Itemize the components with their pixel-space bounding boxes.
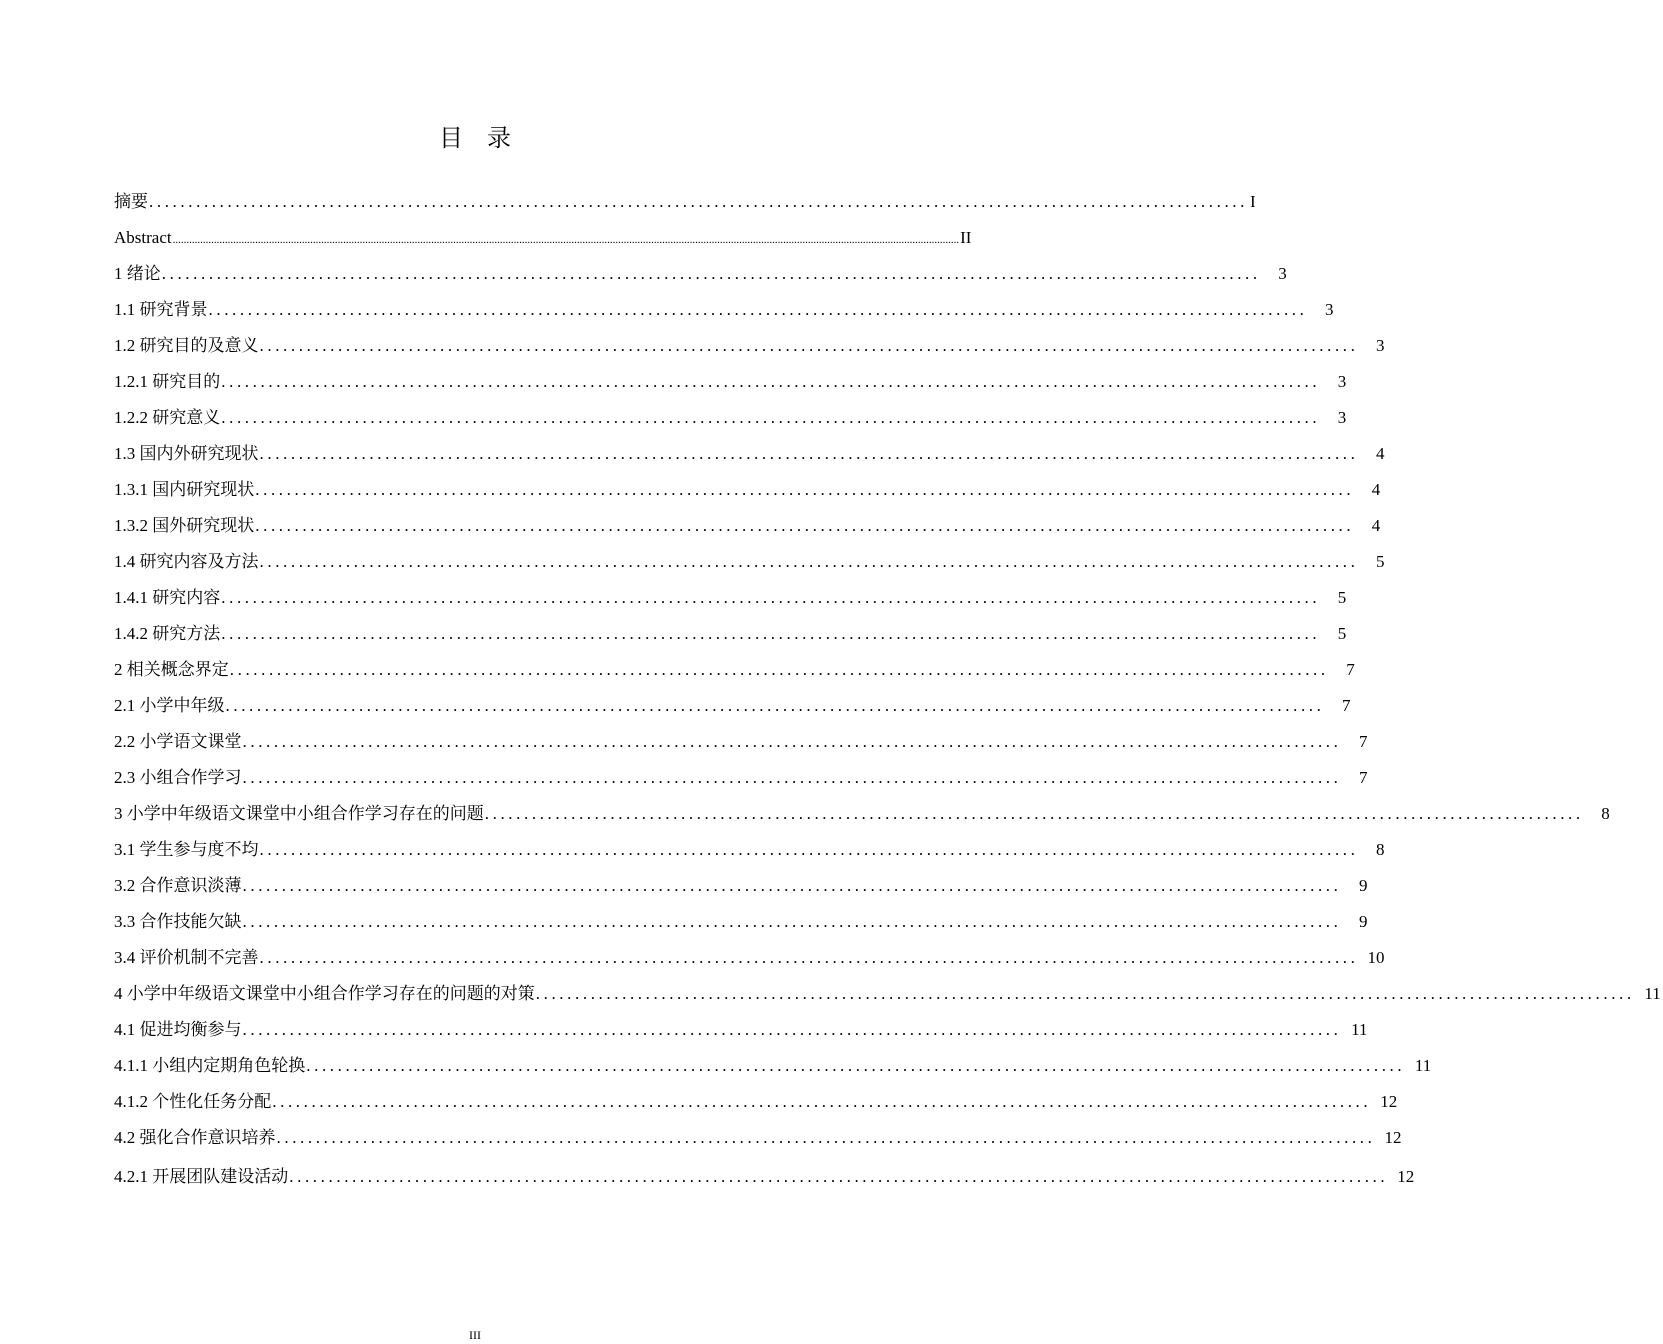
toc-entry-label: 3.4 评价机制不完善 [114,948,259,967]
toc-dot-leader: ............................................................................................................................................ [242,876,1342,895]
toc-entry-label: 1 绪论 [114,264,161,283]
toc-entry-1-3-1[interactable] [114,472,1381,508]
toc-entry-page: 12 [1384,1128,1402,1147]
toc-dot-leader: ............................................................................................................................................ [208,300,1308,319]
toc-entry-1-2-2[interactable] [114,400,1347,436]
toc-entry-label: 1.2 研究目的及意义 [114,336,259,355]
toc-entry-page: 4 [1371,480,1381,499]
toc-entry-1-3[interactable] [114,436,1385,472]
toc-entry-label: 4.2 强化合作意识培养 [114,1128,276,1147]
toc-dot-leader: ............................................................................................................................................ [149,192,1248,211]
toc-dot-leader: ............................................................................................................................................ [259,948,1359,967]
toc-dot-leader: ............................................................................................................................................ [242,732,1342,751]
toc-dot-leader: ............................................................................................................................................ [259,336,1359,355]
page-title: 目 录 [439,124,511,152]
toc-entry-page: 11 [1414,1056,1432,1075]
toc-entry-3[interactable] [114,796,1610,832]
toc-entry-abstract-cn[interactable] [114,184,1256,220]
toc-entry-page: 9 [1359,912,1368,931]
toc-dot-leader: ............................................................................................................................................ [242,912,1342,931]
toc-entry-page: 7 [1342,696,1351,715]
toc-entry-page: I [1250,192,1256,211]
toc-entry-page: 7 [1359,732,1368,751]
toc-dot-leader: ............................................................................................................................................ [255,516,1355,535]
toc-entry-page: 7 [1359,768,1368,787]
toc-entry-label: Abstract [114,228,172,247]
toc-entry-4-2-1[interactable] [114,1159,1415,1195]
toc-dot-leader: ............................................................................................................................................ [225,696,1325,715]
toc-entry-label: 1.3.1 国内研究现状 [114,480,255,499]
toc-entry-4-1-2[interactable] [114,1084,1398,1120]
toc-entry-1-1[interactable] [114,292,1334,328]
toc-entry-label: 1.3 国内外研究现状 [114,444,259,463]
toc-entry-label: 3 小学中年级语文课堂中小组合作学习存在的问题 [114,804,484,823]
toc-entry-page: 3 [1278,264,1287,283]
toc-entry-page: 8 [1601,804,1610,823]
toc-dot-leader: ............................................................................................................................................ [242,768,1342,787]
toc-dot-leader: ............................................................................................................................................ [289,1167,1389,1186]
toc-entry-page: 11 [1644,984,1661,1003]
toc-dot-leader: ............................................................................................................................................ [259,552,1359,571]
toc-entry-3-4[interactable] [114,940,1385,976]
toc-entry-label: 1.1 研究背景 [114,300,208,319]
toc-entry-label: 1.3.2 国外研究现状 [114,516,255,535]
toc-entry-1-4-1[interactable] [114,580,1347,616]
toc-entry-page: 12 [1380,1092,1398,1111]
toc-dot-leader: ............................................................................................................................................ [221,408,1321,427]
toc-entry-label: 4.1.2 个性化任务分配 [114,1092,272,1111]
toc-entry-3-1[interactable] [114,832,1385,868]
toc-dot-leader: .............................................................................................................................................................................................................................................................................................. [172,234,960,246]
toc-dot-leader: ............................................................................................................................................ [484,804,1584,823]
toc-entry-label: 4.1.1 小组内定期角色轮换 [114,1056,306,1075]
toc-dot-leader: ............................................................................................................................................ [259,840,1359,859]
toc-entry-label: 2.1 小学中年级 [114,696,225,715]
toc-dot-leader: ............................................................................................................................................ [242,1020,1342,1039]
toc-entry-page: 12 [1397,1167,1415,1186]
toc-entry-2[interactable] [114,652,1355,688]
toc-entry-page: 9 [1359,876,1368,895]
toc-entry-page: II [960,228,972,247]
toc-entry-page: 5 [1337,588,1347,607]
toc-entry-label: 1.4.2 研究方法 [114,624,221,643]
toc-dot-leader: ............................................................................................................................................ [276,1128,1376,1147]
toc-entry-label: 4.1 促进均衡参与 [114,1020,242,1039]
toc-entry-label: 3.3 合作技能欠缺 [114,912,242,931]
toc-entry-3-2[interactable] [114,868,1368,904]
toc-entry-label: 3.1 学生参与度不均 [114,840,259,859]
table-of-contents [114,184,1661,1195]
toc-entry-1[interactable] [114,256,1287,292]
toc-entry-page: 5 [1376,552,1385,571]
toc-entry-4-1-1[interactable] [114,1048,1432,1084]
toc-entry-page: 3 [1337,408,1347,427]
toc-entry-1-2[interactable] [114,328,1385,364]
toc-entry-label: 1.4 研究内容及方法 [114,552,259,571]
toc-dot-leader: ............................................................................................................................................ [161,264,1261,283]
toc-dot-leader: ............................................................................................................................................ [259,444,1359,463]
toc-entry-abstract-en[interactable] [114,220,972,256]
toc-entry-1-4-2[interactable] [114,616,1347,652]
toc-entry-page: 4 [1371,516,1381,535]
toc-entry-page: 10 [1367,948,1385,967]
toc-entry-page: 11 [1351,1020,1368,1039]
toc-entry-page: 3 [1337,372,1347,391]
toc-dot-leader: ............................................................................................................................................ [272,1092,1372,1111]
toc-dot-leader: ............................................................................................................................................ [255,480,1355,499]
toc-entry-label: 2 相关概念界定 [114,660,229,679]
toc-entry-page: 4 [1376,444,1385,463]
toc-entry-label: 2.3 小组合作学习 [114,768,242,787]
toc-entry-2-2[interactable] [114,724,1368,760]
toc-entry-label: 2.2 小学语文课堂 [114,732,242,751]
toc-entry-page: 3 [1325,300,1334,319]
toc-entry-4[interactable] [114,976,1661,1012]
toc-entry-label: 1.2.1 研究目的 [114,372,221,391]
toc-entry-label: 摘要 [114,192,148,211]
toc-dot-leader: ............................................................................................................................................ [221,372,1321,391]
toc-entry-page: 5 [1337,624,1347,643]
toc-entry-label: 3.2 合作意识淡薄 [114,876,242,895]
toc-entry-3-3[interactable] [114,904,1368,940]
toc-entry-1-3-2[interactable] [114,508,1381,544]
toc-entry-label: 1.4.1 研究内容 [114,588,221,607]
toc-entry-2-3[interactable] [114,760,1368,796]
toc-entry-label: 1.2.2 研究意义 [114,408,221,427]
toc-dot-leader: ............................................................................................................................................ [535,984,1635,1003]
toc-entry-label: 4.2.1 开展团队建设活动 [114,1167,289,1186]
toc-entry-page: 7 [1346,660,1355,679]
toc-dot-leader: ............................................................................................................................................ [306,1056,1406,1075]
toc-dot-leader: ............................................................................................................................................ [221,588,1321,607]
toc-entry-label: 4 小学中年级语文课堂中小组合作学习存在的问题的对策 [114,984,535,1003]
toc-entry-1-2-1[interactable] [114,364,1347,400]
toc-dot-leader: ............................................................................................................................................ [229,660,1329,679]
toc-entry-2-1[interactable] [114,688,1351,724]
toc-entry-4-2[interactable] [114,1120,1402,1156]
toc-entry-page: 3 [1376,336,1385,355]
toc-entry-4-1[interactable] [114,1012,1368,1048]
toc-entry-1-4[interactable] [114,544,1385,580]
toc-entry-page: 8 [1376,840,1385,859]
toc-dot-leader: ............................................................................................................................................ [221,624,1321,643]
page-number: III [469,1328,481,1342]
